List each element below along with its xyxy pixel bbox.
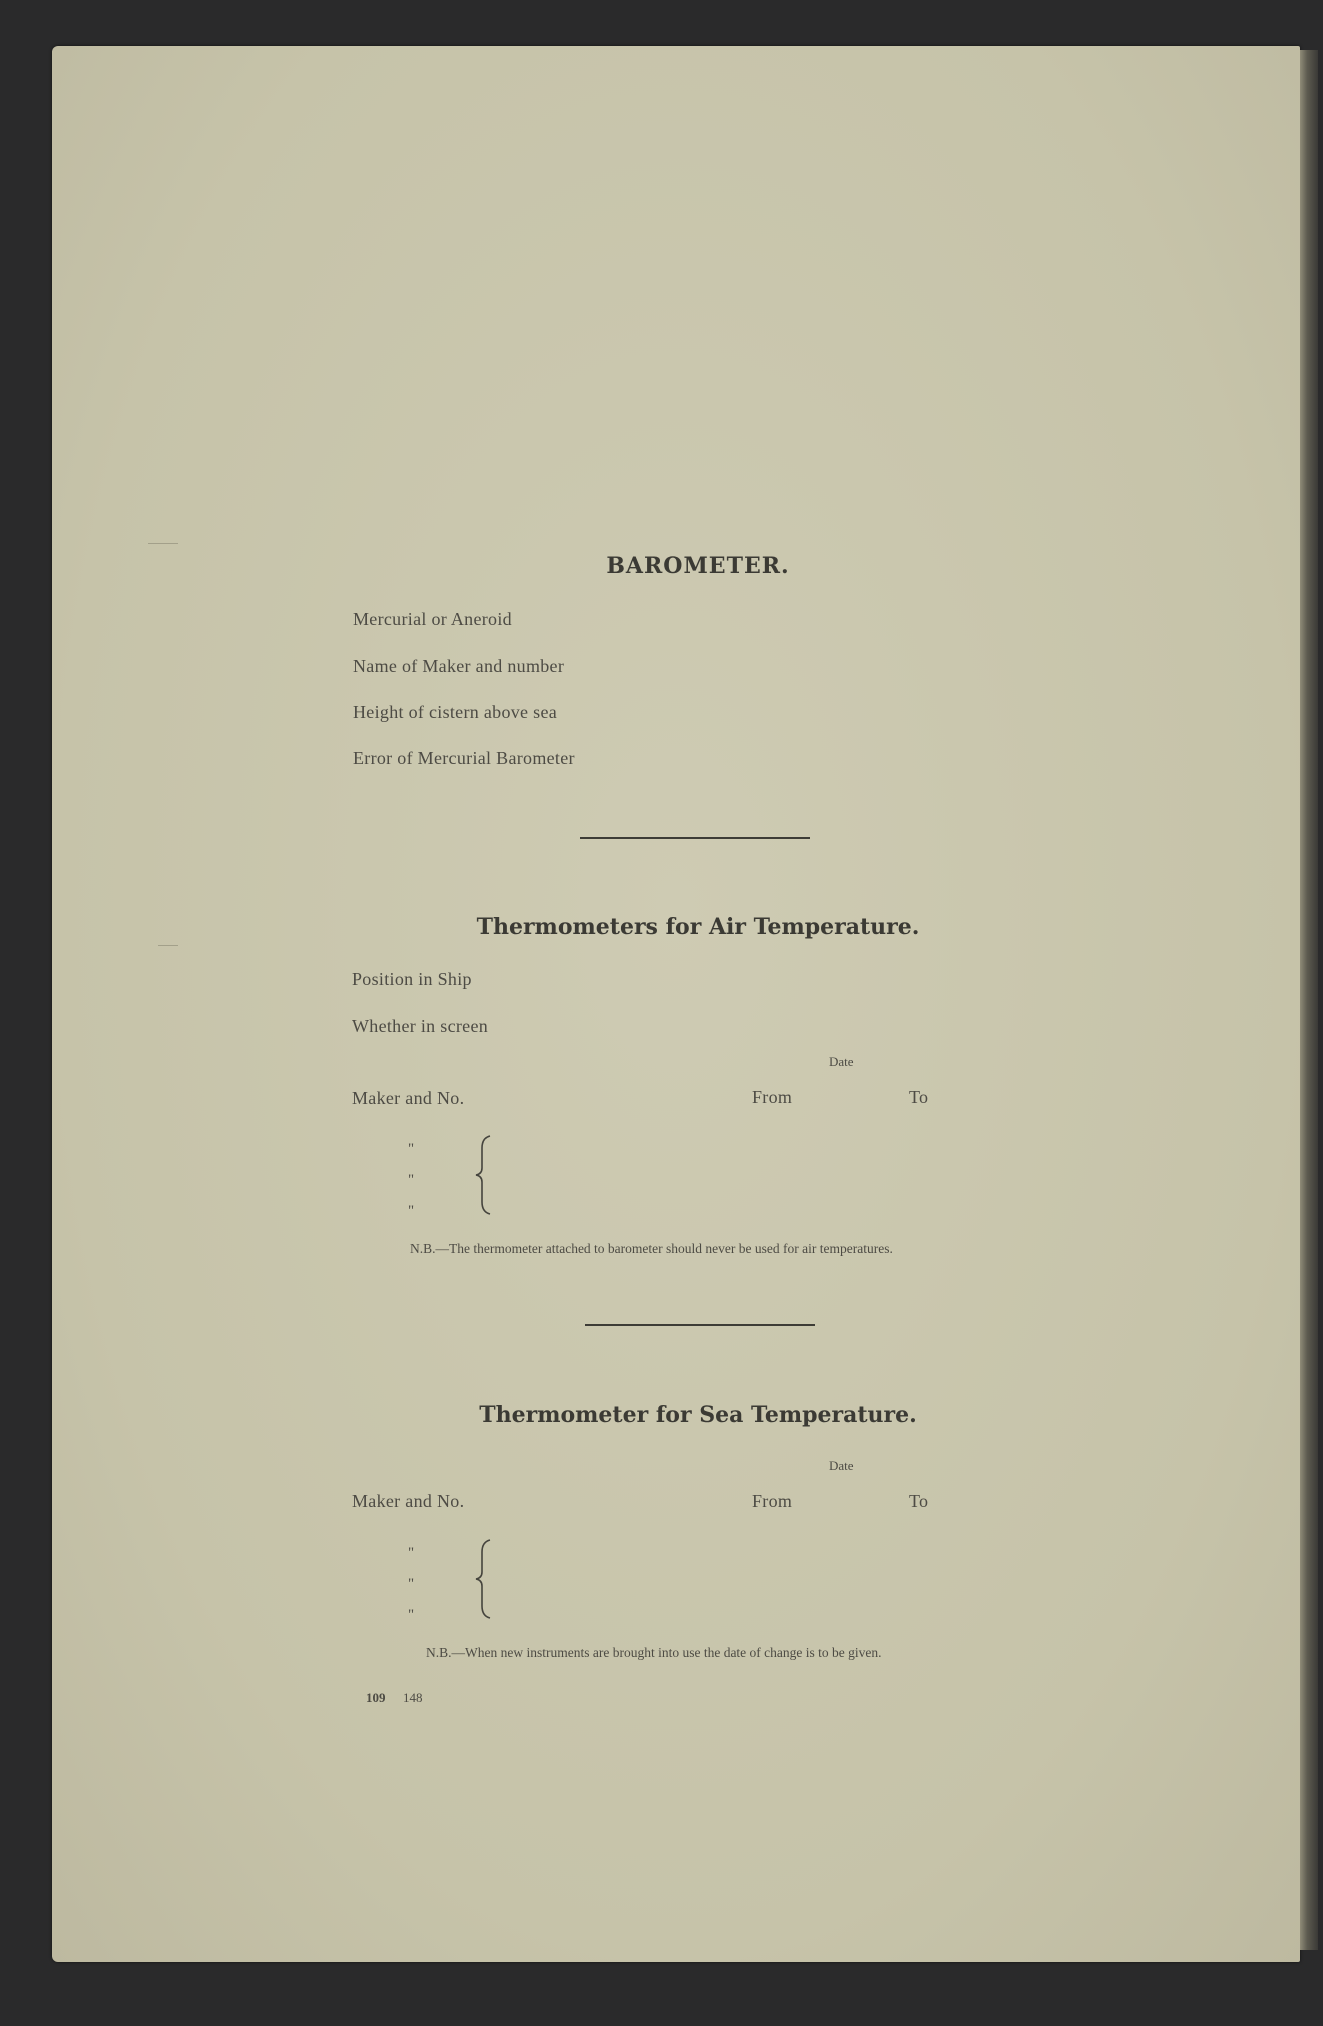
barometer-error-label: Error of Mercurial Barometer xyxy=(353,748,575,768)
sea-from-label: From xyxy=(752,1491,793,1511)
form-code: 109 xyxy=(366,1690,386,1705)
section-divider xyxy=(580,837,810,839)
section-divider xyxy=(585,1324,815,1326)
form-page xyxy=(52,46,1300,1962)
air-to-label: To xyxy=(909,1087,929,1107)
barometer-cistern-label: Height of cistern above sea xyxy=(353,702,558,722)
ditto-mark: " xyxy=(408,1203,415,1219)
air-screen-label: Whether in screen xyxy=(352,1016,489,1036)
air-from-label: From xyxy=(752,1087,793,1107)
barometer-maker-label: Name of Maker and number xyxy=(353,656,565,676)
sea-date-label: Date xyxy=(829,1458,854,1473)
sea-note: N.B.—When new instruments are brought into use the date of change is to be given. xyxy=(426,1645,882,1660)
air-thermometers-title: Thermometers for Air Temperature. xyxy=(476,914,920,940)
page-edge xyxy=(1300,50,1318,1950)
ditto-mark: " xyxy=(408,1141,415,1157)
brace-icon xyxy=(474,1538,494,1620)
form-code-2: 148 xyxy=(403,1690,423,1705)
air-position-label: Position in Ship xyxy=(352,969,472,989)
sea-thermometer-title: Thermometer for Sea Temperature. xyxy=(479,1402,917,1428)
barometer-title: BAROMETER. xyxy=(606,553,790,579)
ditto-mark: " xyxy=(408,1172,415,1188)
barometer-type-label: Mercurial or Aneroid xyxy=(353,609,512,629)
air-note: N.B.—The thermometer attached to barometer should never be used for air temperatures. xyxy=(410,1241,893,1256)
margin-mark xyxy=(158,945,178,946)
sea-to-label: To xyxy=(909,1491,929,1511)
sea-maker-label: Maker and No. xyxy=(352,1491,465,1511)
ditto-mark: " xyxy=(408,1607,415,1623)
air-date-label: Date xyxy=(829,1054,854,1069)
margin-mark xyxy=(148,543,178,544)
air-maker-label: Maker and No. xyxy=(352,1088,465,1108)
ditto-mark: " xyxy=(408,1545,415,1561)
brace-icon xyxy=(474,1134,494,1216)
ditto-mark: " xyxy=(408,1576,415,1592)
